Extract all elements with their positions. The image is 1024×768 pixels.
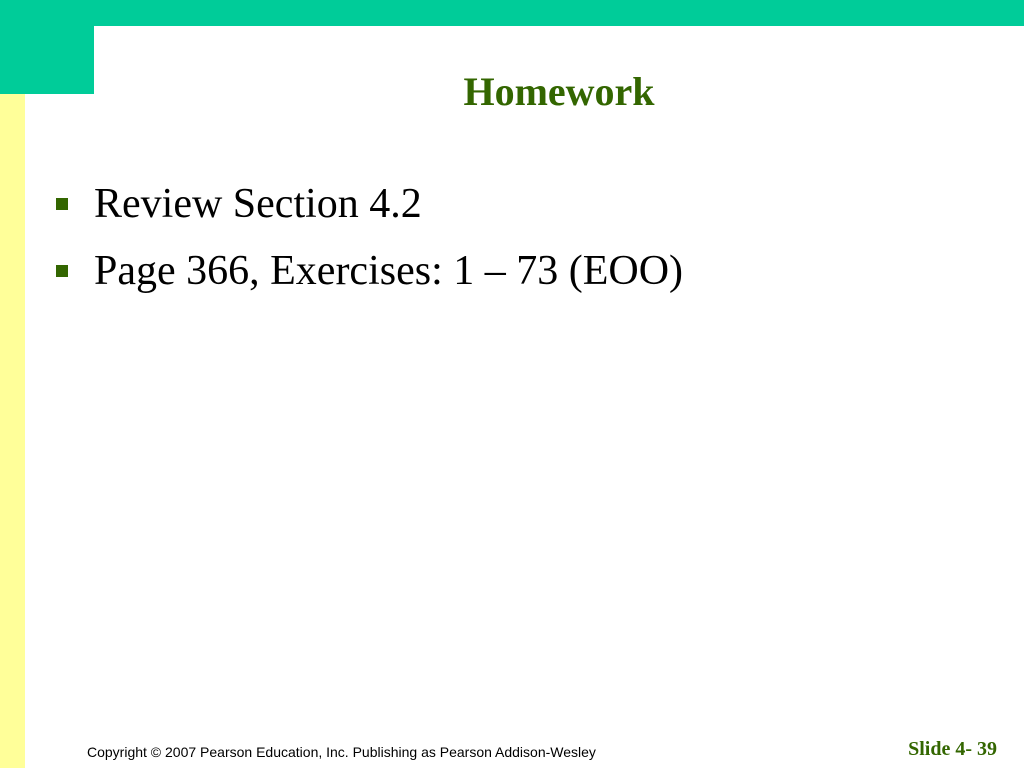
slide-title: Homework <box>463 69 655 114</box>
corner-accent-block <box>0 0 94 94</box>
bullet-item <box>52 237 683 304</box>
bullet-item <box>52 170 683 237</box>
footer-copyright: Copyright © 2007 Pearson Education, Inc. Publishing as Pearson Addison-Wesley <box>87 744 596 760</box>
slide-number: Slide 4- 39 <box>908 738 997 760</box>
bullet-list <box>52 170 683 304</box>
side-accent-band <box>0 94 25 768</box>
top-accent-band <box>0 0 1024 26</box>
bullet-text: Review Section 4.2 <box>94 180 422 227</box>
square-bullet-icon <box>56 265 68 277</box>
square-bullet-icon <box>56 198 68 210</box>
bullet-text: Page 366, Exercises: 1 – 73 (EOO) <box>94 247 684 294</box>
